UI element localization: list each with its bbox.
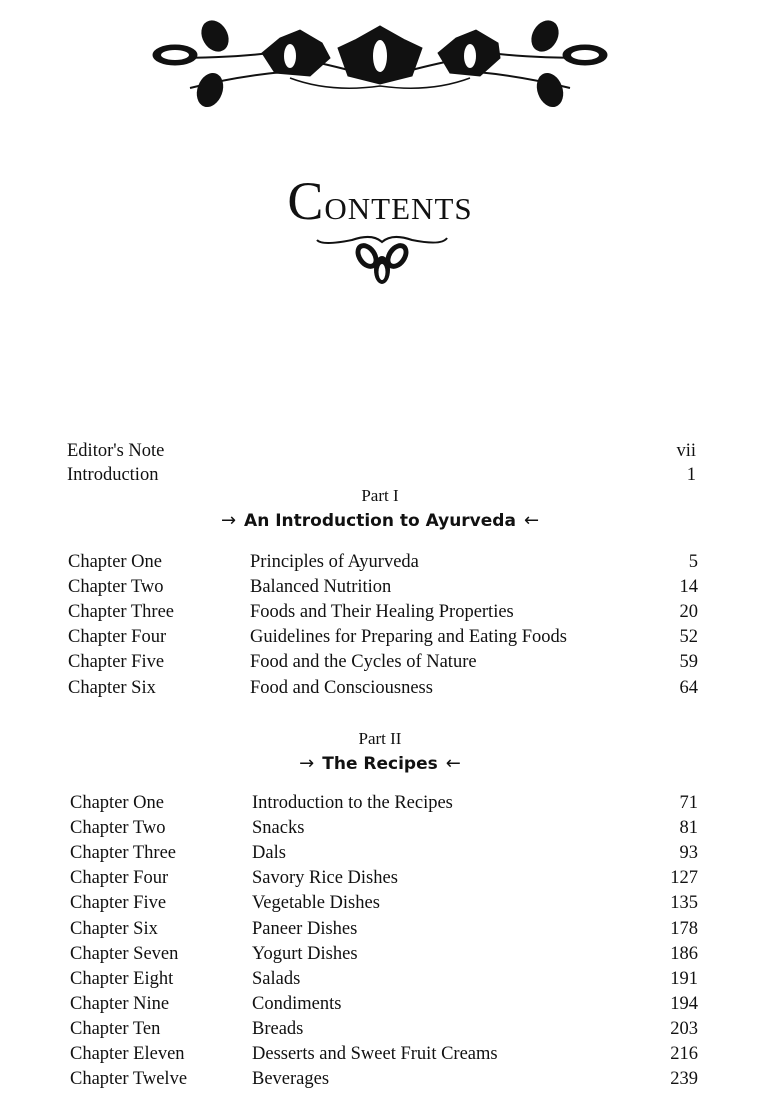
part-label: Part I (361, 486, 399, 505)
chapter-title: Savory Rice Dishes (252, 868, 398, 889)
chapter-label: Chapter One (68, 552, 163, 572)
chapter-title: Foods and Their Healing Properties (250, 602, 514, 623)
chapter-page: 178 (670, 918, 698, 939)
arrow-left-icon: ← (445, 753, 461, 774)
chapter-label: Chapter Four (70, 868, 169, 889)
toc-entry-page: 1 (686, 465, 696, 485)
chapter-page: 59 (679, 652, 698, 673)
chapter-title: Breads (252, 1018, 304, 1039)
chapter-title: Dals (252, 843, 286, 864)
chapter-title: Desserts and Sweet Fruit Creams (252, 1044, 498, 1064)
chapter-label: Chapter Nine (70, 993, 170, 1014)
part-heading (0, 753, 760, 774)
chapter-label: Chapter Six (68, 677, 156, 698)
chapter-label: Chapter Five (70, 893, 167, 914)
chapter-label: Chapter Three (70, 843, 176, 864)
chapter-label: Chapter Eight (70, 968, 174, 989)
toc-entry-label: Editor's Note (67, 441, 165, 461)
chapter-title: Condiments (252, 993, 342, 1014)
chapter-label: Chapter Three (68, 602, 174, 623)
chapter-page: 135 (670, 893, 698, 914)
chapter-page: 239 (670, 1069, 698, 1090)
chapter-page: 64 (679, 677, 698, 698)
chapter-label: Chapter Eleven (70, 1044, 185, 1064)
part-heading-text: The Recipes (322, 754, 438, 774)
chapter-label: Chapter Five (68, 652, 165, 673)
arrow-left-icon: ← (523, 510, 540, 531)
chapter-page: 5 (688, 552, 698, 572)
lotus-vine-ornament (150, 18, 610, 113)
chapter-label: Chapter Twelve (70, 1069, 188, 1090)
arrow-right-icon: → (299, 753, 315, 774)
chapter-page: 194 (670, 993, 698, 1014)
arrow-right-icon: → (220, 510, 237, 531)
part-heading-text: An Introduction to Ayurveda (244, 511, 516, 531)
chapter-label: Chapter Four (68, 627, 167, 648)
chapter-page: 191 (670, 968, 698, 989)
chapter-label: Chapter Six (70, 918, 158, 939)
chapter-title: Yogurt Dishes (252, 943, 358, 964)
toc-entry-page: vii (676, 441, 696, 461)
chapter-label: Chapter Ten (70, 1018, 161, 1039)
chapter-page: 216 (670, 1044, 698, 1064)
chapter-title: Paneer Dishes (252, 918, 358, 939)
chapter-title: Snacks (252, 818, 305, 839)
chapter-page: 93 (679, 843, 698, 864)
part-heading (0, 510, 760, 531)
chapter-label: Chapter Two (68, 577, 164, 598)
chapter-title: Introduction to the Recipes (252, 793, 453, 813)
chapter-page: 52 (679, 627, 698, 648)
chapter-page: 14 (679, 577, 698, 598)
chapter-page: 203 (670, 1018, 698, 1039)
chapter-page: 20 (679, 602, 698, 623)
chapter-title: Vegetable Dishes (252, 893, 380, 914)
part-label: Part II (358, 729, 402, 748)
chapter-title: Beverages (252, 1069, 330, 1090)
chapter-page: 71 (679, 793, 698, 813)
page-title: Contents (287, 171, 473, 231)
chapter-title: Balanced Nutrition (250, 577, 392, 598)
chapter-title: Food and Consciousness (250, 677, 433, 698)
chapter-page: 127 (670, 868, 698, 889)
toc-entry-label: Introduction (67, 465, 159, 485)
chapter-title: Food and the Cycles of Nature (250, 652, 477, 673)
chapter-title: Principles of Ayurveda (250, 552, 419, 572)
chapter-title: Guidelines for Preparing and Eating Foods (250, 627, 568, 648)
lotus-flourish-ornament (312, 228, 452, 288)
chapter-page: 81 (679, 818, 698, 839)
chapter-label: Chapter Two (70, 818, 166, 839)
chapter-title: Salads (252, 968, 301, 989)
chapter-label: Chapter One (70, 793, 165, 813)
chapter-label: Chapter Seven (70, 943, 179, 964)
chapter-page: 186 (670, 943, 698, 964)
